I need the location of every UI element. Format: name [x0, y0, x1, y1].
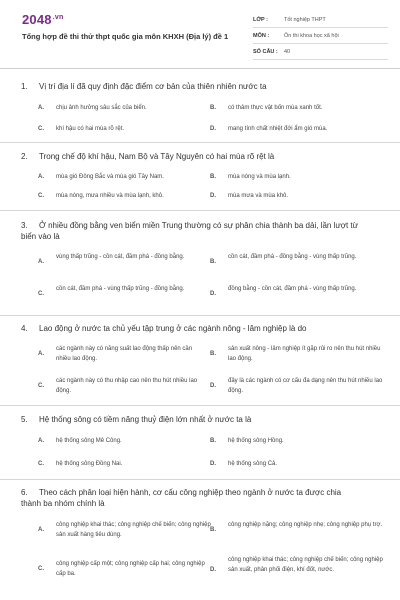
question-text: [21, 82, 363, 93]
question-text: [21, 221, 363, 242]
question-number: 1.: [21, 82, 28, 91]
question-6: [0, 480, 400, 600]
option-letter: D.: [210, 126, 216, 132]
question-number: 5.: [21, 415, 28, 424]
option-text: đây là các ngành có cơ cấu đa dạng nên thu hút nhiều lao động.: [228, 378, 383, 394]
option-letter: D.: [210, 567, 216, 573]
option-text: sản xuất nông - lâm nghiệp ít gặp rủi ro nên thu hút nhiều lao động.: [228, 346, 381, 362]
question-text: [21, 415, 363, 426]
option-letter: B.: [210, 174, 216, 180]
question-3: [0, 211, 400, 315]
meta-label: MÔN :: [253, 32, 270, 39]
question-stem: Ở nhiều đồng bằng ven biển miền Trung thường có sự phân chia thành ba dải, lần lượt từ biển vào là: [21, 221, 358, 241]
meta-label: SỐ CÂU :: [253, 48, 278, 55]
question-2: [0, 143, 400, 210]
option-text: đồng bằng - cồn cát, đầm phá - vùng thấp trũng.: [228, 286, 357, 292]
option-letter: D.: [210, 461, 216, 467]
brand-suffix: .vn: [52, 13, 64, 21]
option-text: hệ thống sông Mê Công.: [56, 438, 122, 444]
meta-label: LỚP :: [253, 16, 268, 23]
option-text: công nghiệp cấp một; công nghiệp cấp hai; công nghiệp cấp ba.: [56, 561, 205, 577]
question-text: [21, 152, 363, 163]
question-text: [21, 488, 363, 509]
option-letter: A.: [38, 105, 44, 111]
option-letter: C.: [38, 461, 44, 467]
option-letter: D.: [210, 291, 216, 297]
option-text: khí hậu có hai mùa rõ rệt.: [56, 126, 125, 132]
option-text: các ngành này có năng suất lao động thấp nên cần nhiều lao động.: [56, 346, 193, 362]
question-number: 4.: [21, 324, 28, 333]
option-text: chịu ảnh hưởng sâu sắc của biển.: [56, 105, 147, 111]
option-text: công nghiệp khai thác; công nghiệp chế biến; công nghiệp sản xuất hàng tiêu dùng.: [56, 522, 211, 538]
option-text: mùa mưa và mùa khô.: [228, 193, 289, 199]
exam-header: [0, 0, 400, 68]
option-letter: C.: [38, 291, 44, 297]
option-text: cồn cát, đầm phá - đồng bằng - vùng thấp trũng.: [228, 254, 357, 260]
question-number: 2.: [21, 152, 28, 161]
option-text: hệ thống sông Cả.: [228, 461, 278, 467]
option-letter: A.: [38, 527, 44, 533]
question-4: [0, 316, 400, 405]
meta-value: Ôn thi khoa học xã hội: [284, 32, 339, 39]
option-text: mang tính chất nhiệt đới ẩm gió mùa.: [228, 126, 328, 132]
meta-row-subject: [253, 28, 388, 44]
option-letter: B.: [210, 438, 216, 444]
question-5: [0, 406, 400, 479]
question-number: 6.: [21, 488, 28, 497]
question-stem: Hệ thống sông có tiềm năng thuỷ điện lớn nhất ở nước ta là: [39, 415, 252, 424]
exam-meta: [253, 12, 388, 60]
option-text: cồn cát, đầm phá - vùng thấp trũng - đồng bằng.: [56, 286, 185, 292]
header-divider: [0, 68, 400, 69]
option-letter: D.: [210, 383, 216, 389]
option-letter: C.: [38, 126, 44, 132]
option-text: hệ thống sông Hồng.: [228, 438, 284, 444]
option-letter: A.: [38, 438, 44, 444]
option-text: công nghiệp nặng; công nghiệp nhẹ; công nghiệp phụ trợ.: [228, 522, 383, 528]
exam-title: Tổng hợp đề thi thử thpt quốc gia môn KHXH (Địa lý) đề 1: [22, 32, 229, 41]
option-letter: C.: [38, 383, 44, 389]
option-text: công nghiệp khai thác; công nghiệp chế biến; công nghiệp sản xuất, phân phối điện, khí đốt, nước.: [228, 557, 383, 573]
question-stem: Lao động ở nước ta chủ yếu tập trung ở các ngành nông - lâm nghiệp là do: [39, 324, 307, 333]
option-text: mùa nóng và mùa lạnh.: [228, 174, 291, 180]
option-letter: A.: [38, 174, 44, 180]
option-letter: B.: [210, 259, 216, 265]
option-text: vùng thấp trũng - cồn cát, đầm phá - đồng bằng.: [56, 254, 185, 260]
question-text: [21, 324, 363, 335]
question-number: 3.: [21, 221, 28, 230]
option-letter: C.: [38, 193, 44, 199]
option-text: mùa nóng, mưa nhiều và mùa lạnh, khô.: [56, 193, 164, 199]
option-text: mùa gió Đông Bắc và mùa gió Tây Nam.: [56, 174, 164, 180]
option-text: hệ thống sông Đồng Nai.: [56, 461, 123, 467]
meta-row-class: [253, 12, 388, 28]
brand-name: 2048: [22, 12, 52, 27]
option-letter: B.: [210, 351, 216, 357]
question-stem: Vị trí địa lí đã quy định đặc điểm cơ bản của thiên nhiên nước ta: [39, 82, 267, 91]
question-1: [0, 70, 400, 142]
question-stem: Trong chế độ khí hậu, Nam Bộ và Tây Nguyên có hai mùa rõ rệt là: [39, 152, 275, 161]
brand-logo[interactable]: [22, 12, 63, 27]
option-text: các ngành này có thu nhập cao nên thu hút nhiều lao động.: [56, 378, 198, 394]
meta-row-count: [253, 44, 388, 60]
option-letter: A.: [38, 259, 44, 265]
option-letter: B.: [210, 527, 216, 533]
option-letter: C.: [38, 566, 44, 572]
option-letter: B.: [210, 105, 216, 111]
meta-value: Tốt nghiệp THPT: [284, 16, 326, 23]
option-text: có thảm thực vật bốn mùa xanh tốt.: [228, 105, 323, 111]
question-stem: Theo cách phân loại hiện hành, cơ cấu công nghiệp theo ngành ở nước ta được chia thành ba nhóm chính là: [21, 488, 342, 508]
option-letter: D.: [210, 193, 216, 199]
meta-value: 40: [284, 48, 291, 55]
option-letter: A.: [38, 351, 44, 357]
